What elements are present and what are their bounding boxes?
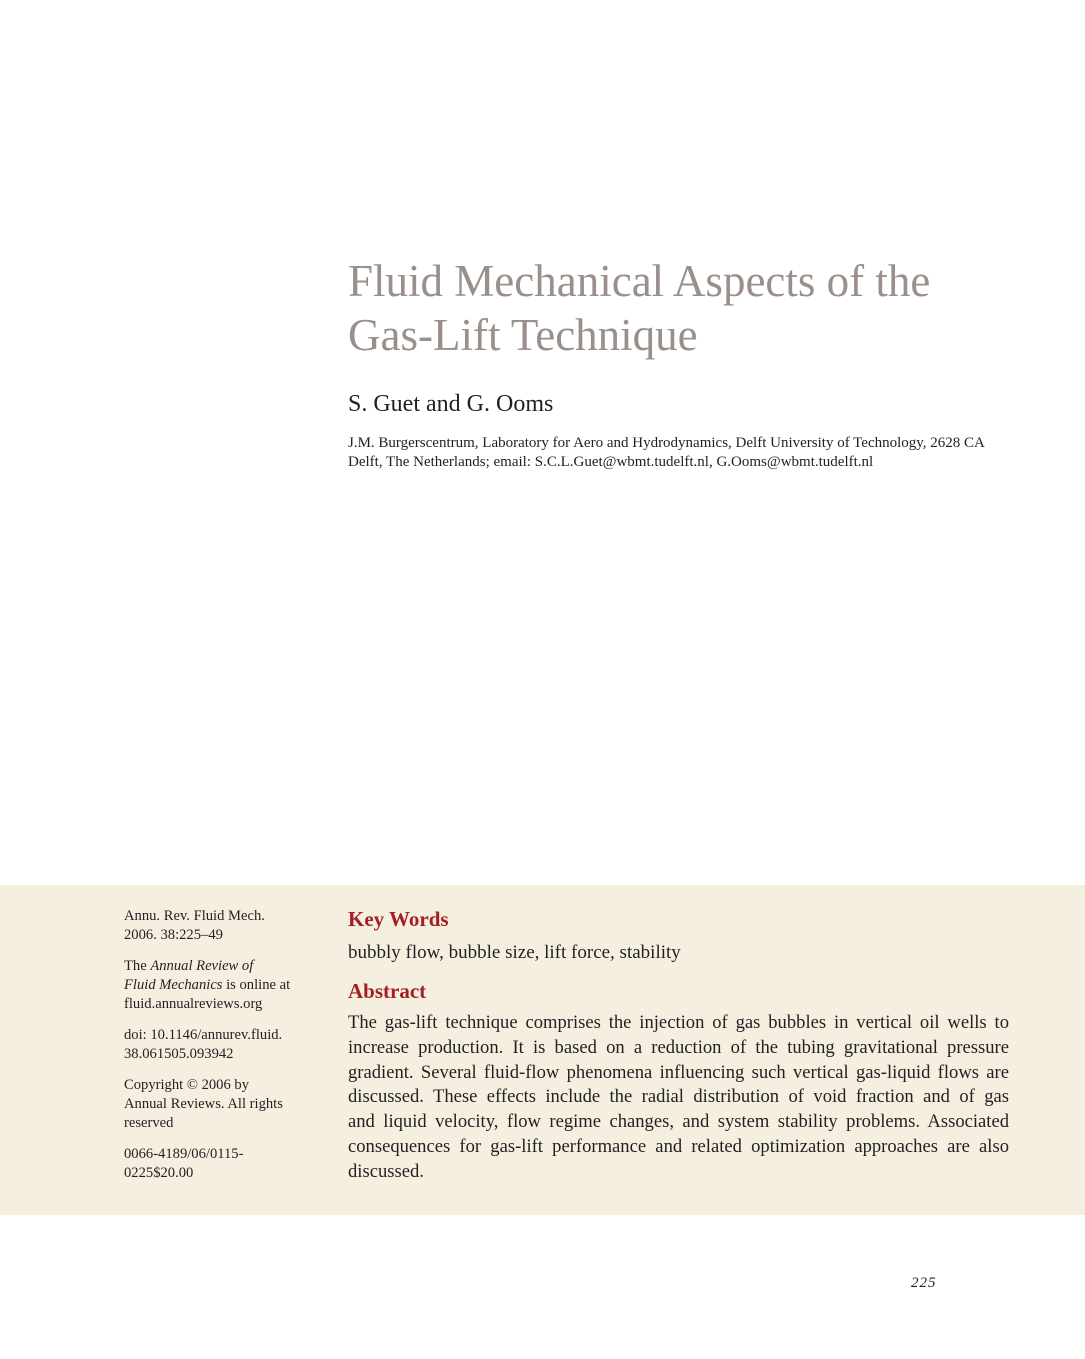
affiliation-line: J.M. Burgerscentrum, Laboratory for Aero and Hydrodynamics, Delft University of Technology, 2628 CA [348,435,985,451]
abstract-line: increase production. It is based on a reduction of the tubing gravitational pressure [348,1036,1009,1058]
online-prefix: The [124,958,151,974]
abstract-text [348,1011,1009,1185]
sidebar-info [124,907,304,1195]
page-number: 225 [911,1275,937,1291]
affiliation [348,434,1018,472]
copyright-line: Copyright © 2006 by [124,1077,250,1093]
abstract-line: consequences for gas-lift performance and related optimization approaches are also [348,1135,1009,1157]
abstract-line: discussed. These effects include the radial distribution of void fraction and of gas [348,1086,1009,1108]
abstract-line: discussed. [348,1160,424,1182]
abstract-heading: Abstract [348,979,427,1003]
copyright-line: Annual Reviews. All rights [124,1096,283,1112]
citation [124,907,304,945]
price-code-line: 0225$20.00 [124,1165,194,1181]
online-line [124,957,304,976]
title-line: Gas-Lift Technique [348,310,698,360]
doi-line[interactable]: doi: 10.1146/annurev.fluid. [124,1027,283,1043]
citation-line: Annu. Rev. Fluid Mech. [124,908,265,924]
journal-url[interactable]: fluid.annualreviews.org [124,996,263,1012]
online-suffix: is online at [222,977,291,993]
online-notice [124,957,304,1014]
journal-name-part: Fluid Mechanics [124,977,223,993]
copyright-line: reserved [124,1115,174,1131]
doi-line[interactable]: 38.061505.093942 [124,1046,234,1062]
keywords-list: bubbly flow, bubble size, lift force, stability [348,942,681,963]
authors: S. Guet and G. Ooms [348,391,554,417]
abstract-section [348,905,1009,1185]
abstract-line: gradient. Several fluid-flow phenomena influencing such vertical gas-liquid flows are [348,1061,1009,1083]
affiliation-line: Delft, The Netherlands; email: S.C.L.Guet@wbmt.tudelft.nl, G.Ooms@wbmt.tudelft.nl [348,454,874,470]
article-title [348,254,1048,362]
keywords-heading: Key Words [348,907,449,931]
price-code [124,1145,304,1183]
abstract-line: The gas-lift technique comprises the injection of gas bubbles in vertical oil wells to [348,1012,1009,1033]
journal-name-part: Annual Review of [150,958,254,974]
citation-line: 2006. 38:225–49 [124,927,223,943]
title-line: Fluid Mechanical Aspects of the [348,256,931,306]
abstract-line: and liquid velocity, flow regime changes, and system stability problems. Associated [348,1111,1009,1133]
price-code-line: 0066-4189/06/0115- [124,1146,244,1162]
copyright [124,1076,304,1133]
doi [124,1026,304,1064]
online-line [124,976,304,995]
